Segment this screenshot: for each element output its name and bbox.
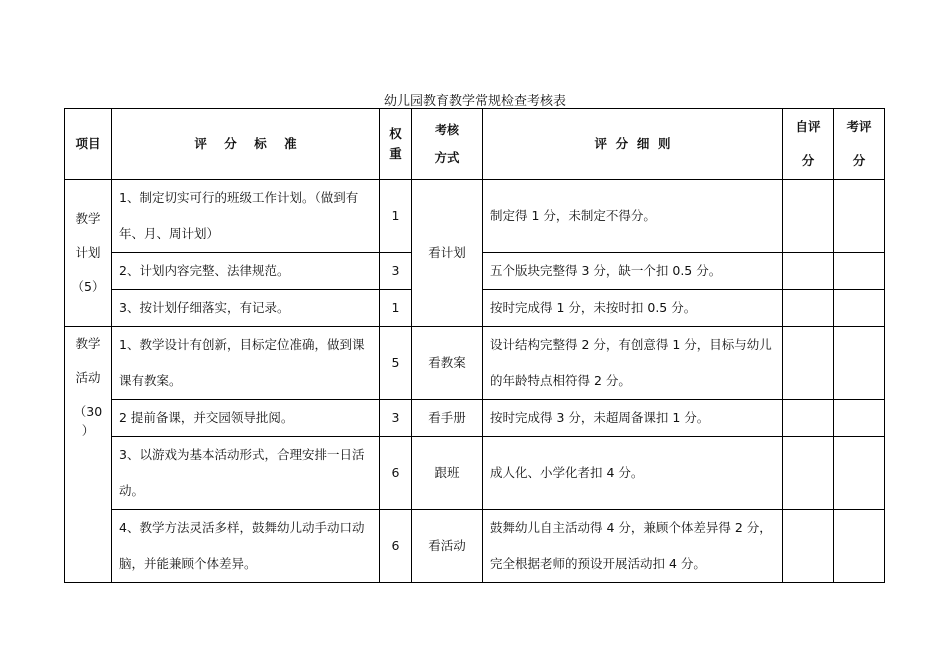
weight-cell: 5 — [380, 327, 412, 400]
header-weight: 权 重 — [380, 109, 412, 180]
table-row — [65, 400, 885, 437]
table-row — [65, 180, 885, 253]
assessment-table — [64, 108, 885, 583]
page-title: 幼儿园教育教学常规检查考核表 — [383, 94, 566, 109]
header-criteria: 评 分 标 准 — [112, 109, 380, 180]
rule-cell: 制定得 1 分，未制定不得分。 — [483, 180, 783, 253]
table-row — [65, 327, 885, 400]
section-project-cell: 教学 计划 （5） — [65, 180, 112, 327]
weight-cell: 1 — [380, 180, 412, 253]
exam-score-cell[interactable] — [834, 253, 885, 290]
self-score-cell[interactable] — [783, 327, 834, 400]
section-project-cell: 教学 活动 （30 ） — [65, 327, 112, 583]
rule-cell: 设计结构完整得 2 分，有创意得 1 分，目标与幼儿的年龄特点相符得 2 分。 — [483, 327, 783, 400]
method-cell: 看教案 — [412, 327, 483, 400]
method-cell: 看手册 — [412, 400, 483, 437]
header-rules: 评 分 细 则 — [483, 109, 783, 180]
header-method: 考核 方式 — [412, 109, 483, 180]
self-score-cell[interactable] — [783, 400, 834, 437]
exam-score-cell[interactable] — [834, 400, 885, 437]
weight-cell: 6 — [380, 437, 412, 510]
self-score-cell[interactable] — [783, 180, 834, 253]
self-score-cell[interactable] — [783, 437, 834, 510]
table-row — [65, 437, 885, 510]
criteria-cell: 4、教学方法灵活多样，鼓舞幼儿动手动口动脑，并能兼顾个体差异。 — [112, 510, 380, 583]
header-row — [65, 109, 885, 180]
exam-score-cell[interactable] — [834, 180, 885, 253]
header-self-score: 自评 分 — [783, 109, 834, 180]
exam-score-cell[interactable] — [834, 327, 885, 400]
exam-score-cell[interactable] — [834, 510, 885, 583]
exam-score-cell[interactable] — [834, 437, 885, 510]
criteria-cell: 3、以游戏为基本活动形式，合理安排一日活动。 — [112, 437, 380, 510]
criteria-cell: 2 提前备课，并交园领导批阅。 — [112, 400, 380, 437]
rule-cell: 五个版块完整得 3 分，缺一个扣 0.5 分。 — [483, 253, 783, 290]
self-score-cell[interactable] — [783, 253, 834, 290]
header-exam-score: 考评 分 — [834, 109, 885, 180]
method-cell: 看计划 — [412, 180, 483, 327]
weight-cell: 1 — [380, 290, 412, 327]
header-project: 项目 — [65, 109, 112, 180]
exam-score-cell[interactable] — [834, 290, 885, 327]
criteria-cell: 2、计划内容完整、法律规范。 — [112, 253, 380, 290]
self-score-cell[interactable] — [783, 510, 834, 583]
weight-cell: 6 — [380, 510, 412, 583]
weight-cell: 3 — [380, 253, 412, 290]
rule-cell: 鼓舞幼儿自主活动得 4 分，兼顾个体差异得 2 分，完全根据老师的预设开展活动扣 4 分。 — [483, 510, 783, 583]
rule-cell: 按时完成得 3 分，未超周备课扣 1 分。 — [483, 400, 783, 437]
weight-cell: 3 — [380, 400, 412, 437]
rule-cell: 成人化、小学化者扣 4 分。 — [483, 437, 783, 510]
criteria-cell: 1、制定切实可行的班级工作计划。（做到有年、月、周计划） — [112, 180, 380, 253]
rule-cell: 按时完成得 1 分，未按时扣 0.5 分。 — [483, 290, 783, 327]
criteria-cell: 1、教学设计有创新，目标定位准确，做到课课有教案。 — [112, 327, 380, 400]
criteria-cell: 3、按计划仔细落实，有记录。 — [112, 290, 380, 327]
method-cell: 跟班 — [412, 437, 483, 510]
table-row — [65, 510, 885, 583]
method-cell: 看活动 — [412, 510, 483, 583]
self-score-cell[interactable] — [783, 290, 834, 327]
